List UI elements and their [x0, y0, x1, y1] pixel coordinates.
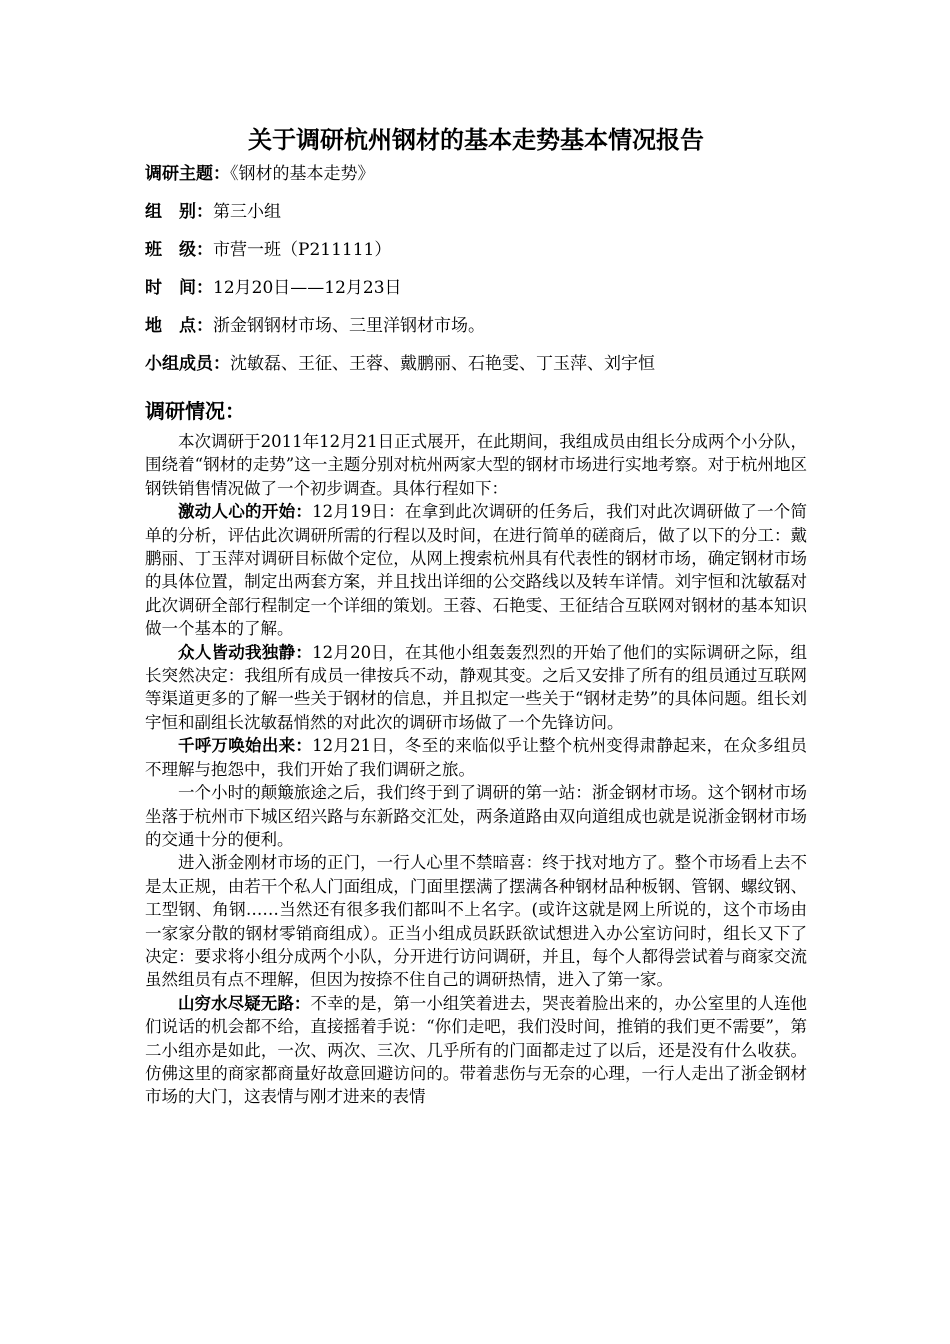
section-heading: 调研情况： — [145, 399, 245, 423]
meta-block — [145, 162, 807, 376]
meta-group — [145, 200, 807, 224]
meta-value: 第三小组 — [213, 202, 281, 222]
paragraph-text: 12月19日：在拿到此次调研的任务后，我们对此次调研做了一个简单的分析，评估此次调研所需的行程以及时间，在进行简单的磋商后，做了以下的分工：戴鹏丽、丁玉萍对调研目标做个定位，从网上搜索杭州具有代表性的钢材市场，确定钢材市场的具体位置，制定出两套方案，并且找出详细的公交路线以及转车详情。刘宇恒和沈敏磊对此次调研全部行程制定一个详细的策划。王蓉、石艳雯、王征结合互联网对钢材的基本知识做一个基本的了解。 — [145, 502, 808, 639]
paragraph — [145, 641, 807, 735]
meta-value: 沈敏磊、王征、王蓉、戴鹏丽、石艳雯、丁玉萍、刘宇恒 — [230, 354, 655, 374]
paragraph-text: 进入浙金刚材市场的正门，一行人心里不禁暗喜：终于找对地方了。整个市场看上去不是太正规，由若干个私人门面组成，门面里摆满了摆满各种钢材品种板钢、管钢、螺纹钢、工型钢、角钢……当然还有很多我们都叫不上名字。(或许这就是网上所说的，这个市场由一家家分散的钢材零销商组成）。正当小组成员跃跃欲试想进入办公室访问时，组长又下了决定：要求将小组分成两个小队，分开进行访问调研，并且，每个人都得尝试着与商家交流虽然组员有点不理解，但因为按捺不住自己的调研热情，进入了第一家。 — [145, 853, 807, 990]
meta-value: 浙金钢钢材市场、三里洋钢材市场。 — [213, 316, 485, 336]
paragraph-text: 不幸的是，第一小组笑着进去，哭丧着脸出来的，办公室里的人连他们说话的机会都不给，直接摇着手说：“你们走吧，我们没时间，推销的我们更不需要”，第二小组亦是如此，一次、两次、三次、几乎所有的门面都走过了以后，还是没有什么收获。仿佛这里的商家都商量好故意回避访问的。带着悲伤与无奈的心理，一行人走出了浙金钢材市场的大门，这表情与刚才进来的表情 — [145, 993, 808, 1107]
body-text — [145, 430, 807, 1109]
paragraph-text: 12月21日，冬至的来临似乎让整个杭州变得肃静起来，在众多组员不理解与抱怨中，我们开始了我们调研之旅。 — [145, 736, 808, 779]
paragraph-lead: 山穷水尽疑无路： — [178, 993, 311, 1013]
paragraph-text: 本次调研于2011年12月21日正式展开，在此期间，我组成员由组长分成两个小分队，围绕着“钢材的走势”这一主题分别对杭州两家大型的钢材市场进行实地考察。对于杭州地区钢铁销售情况做了一个初步调查。具体行程如下： — [145, 432, 807, 498]
meta-value: 《钢材的基本走势》 — [230, 164, 375, 184]
paragraph-lead: 千呼万唤始出来： — [178, 736, 313, 756]
meta-class — [145, 238, 807, 262]
paragraph — [145, 430, 807, 500]
meta-label: 调研主题： — [145, 164, 230, 184]
meta-value: 12月20日——12月23日 — [213, 278, 402, 298]
paragraph — [145, 734, 807, 781]
paragraph — [145, 781, 807, 851]
meta-label: 组 别： — [145, 202, 213, 222]
document-page — [145, 122, 807, 1109]
meta-topic — [145, 162, 807, 186]
meta-label: 班 级： — [145, 240, 213, 260]
meta-members — [145, 352, 807, 376]
meta-label: 时 间： — [145, 278, 213, 298]
meta-location — [145, 314, 807, 338]
paragraph — [145, 500, 807, 640]
paragraph-lead: 激动人心的开始： — [178, 502, 313, 522]
meta-label: 地 点： — [145, 316, 213, 336]
paragraph-text: 12月20日，在其他小组轰轰烈烈的开始了他们的实际调研之际，组长突然决定：我组所有成员一律按兵不动，静观其变。之后又安排了所有的组员通过互联网等渠道更多的了解一些关于钢材的信息，并且拟定一些关于“钢材走势”的具体问题。组长刘宇恒和副组长沈敏磊悄然的对此次的调研市场做了一个先锋访问。 — [145, 642, 808, 732]
paragraph-text: 一个小时的颠簸旅途之后，我们终于到了调研的第一站：浙金钢材市场。这个钢材市场坐落于杭州市下城区绍兴路与东新路交汇处，两条道路由双向道组成也就是说浙金钢材市场的交通十分的便利。 — [145, 783, 807, 849]
meta-label: 小组成员： — [145, 354, 230, 374]
document-title: 关于调研杭州钢材的基本走势基本情况报告 — [248, 126, 704, 154]
meta-value: 市营一班（P211111） — [213, 240, 392, 260]
meta-time — [145, 276, 807, 300]
paragraph — [145, 992, 807, 1109]
paragraph-lead: 众人皆动我独静： — [178, 642, 313, 662]
paragraph — [145, 851, 807, 991]
